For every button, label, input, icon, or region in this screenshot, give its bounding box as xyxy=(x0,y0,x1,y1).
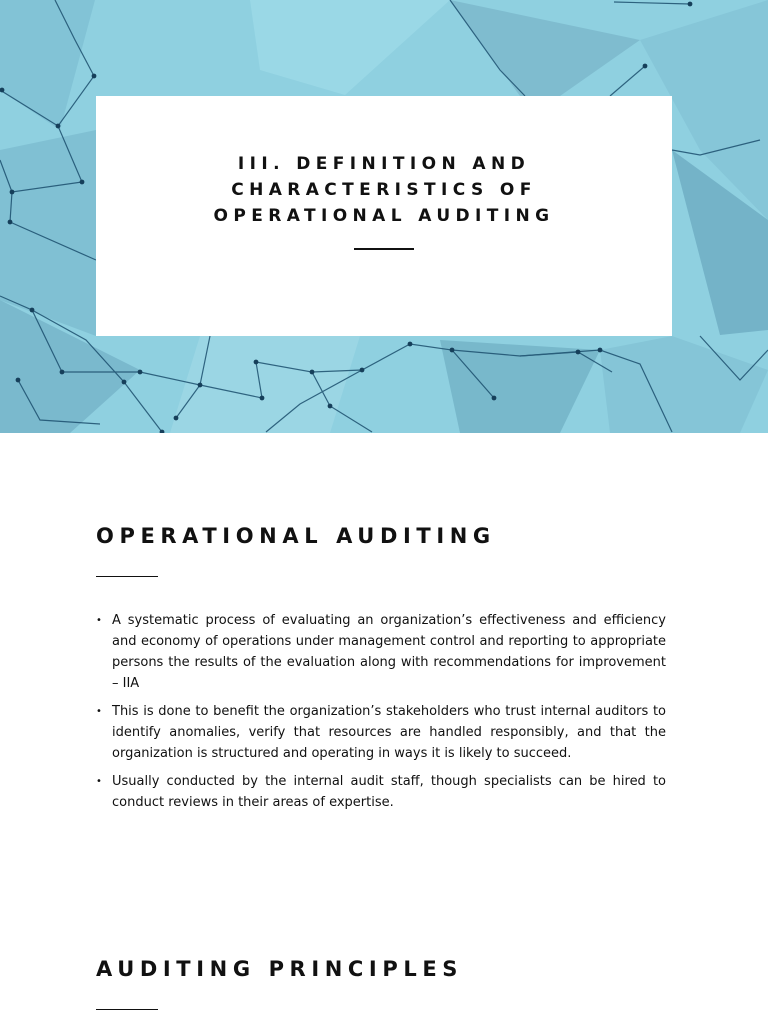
header-banner xyxy=(0,0,768,433)
bullet-dot-icon: • xyxy=(96,615,102,626)
bullet-text: Usually conducted by the internal audit staff, though specialists can be hired to conduct reviews in their areas of expertise. xyxy=(112,774,666,810)
bullet-dot-icon: • xyxy=(96,776,102,787)
bullet-item xyxy=(96,771,666,813)
operational-auditing-bullet-list xyxy=(96,610,666,820)
bullet-item xyxy=(96,701,666,764)
section-divider-2 xyxy=(96,1009,158,1010)
section-heading-auditing-principles: AUDITING PRINCIPLES xyxy=(96,957,463,981)
bullet-dot-icon: • xyxy=(96,706,102,717)
title-divider xyxy=(354,248,414,250)
slide-title-line-2: CHARACTERISTICS OF xyxy=(231,180,537,200)
bullet-text: This is done to benefit the organization’s stakeholders who trust internal auditors to identify anomalies, verify that resources are handled responsibly, and that the organization is structured and operating in ways it is likely to succeed. xyxy=(112,704,666,761)
title-card xyxy=(96,96,672,336)
bullet-item xyxy=(96,610,666,694)
bullet-text: A systematic process of evaluating an organization’s effectiveness and efficiency and economy of operations under management control and reporting to appropriate persons the results of the evaluation along with recommendations for improvement – IIA xyxy=(112,613,666,691)
slide-title xyxy=(96,151,672,229)
section-heading-operational-auditing: OPERATIONAL AUDITING xyxy=(96,524,496,548)
section-divider-1 xyxy=(96,576,158,577)
slide-title-line-1: III. DEFINITION AND xyxy=(237,154,531,174)
slide-title-line-3: OPERATIONAL AUDITING xyxy=(213,206,555,226)
